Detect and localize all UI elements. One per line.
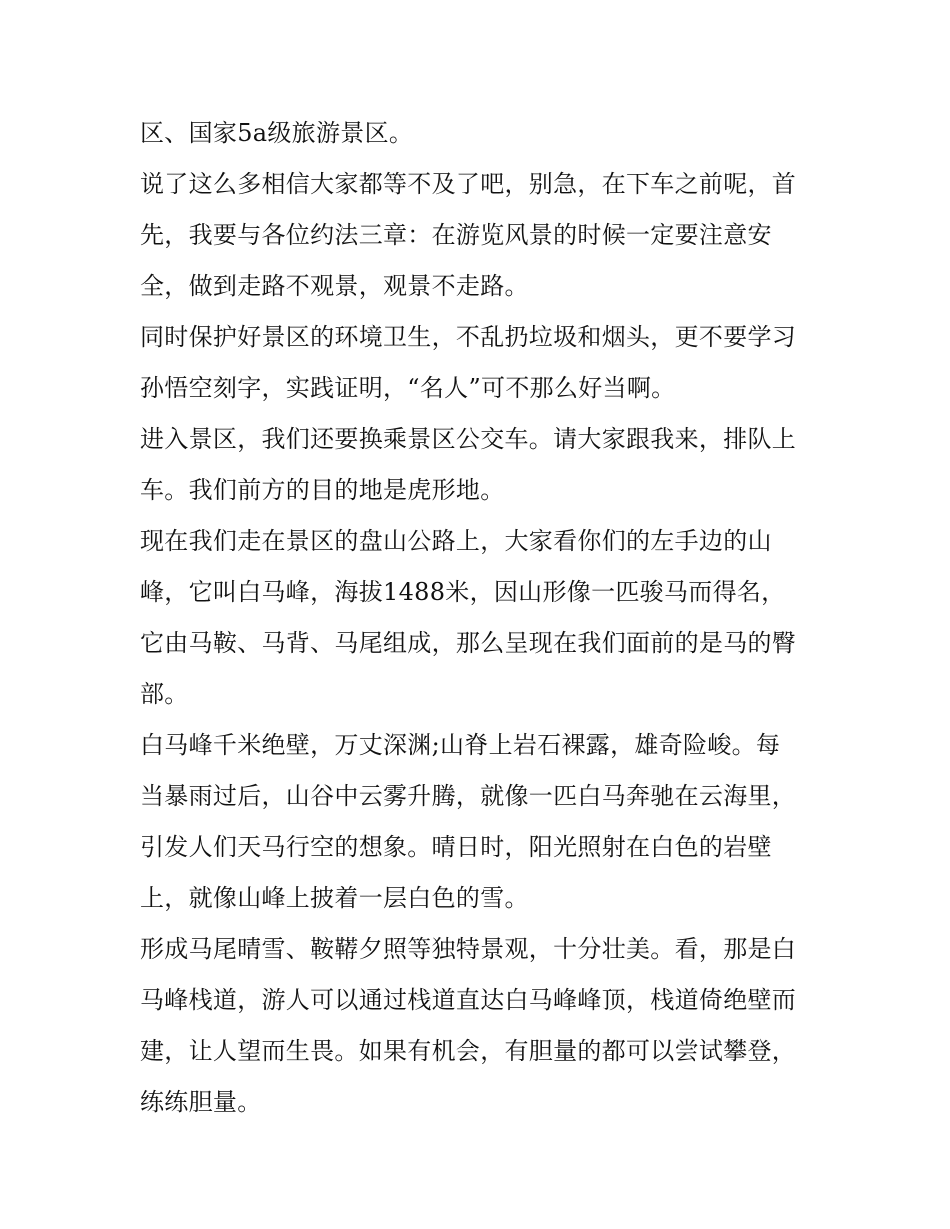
paragraph: 区、国家5a级旅游景区。 bbox=[140, 119, 414, 147]
paragraph: 说了这么多相信大家都等不及了吧，别急，在下车之前呢，首 先，我要与各位约法三章：在游览风景的时候一定要注意安 全，做到走路不观景，观景不走路。 bbox=[140, 170, 797, 300]
paragraph: 同时保护好景区的环境卫生，不乱扔垃圾和烟头，更不要学习 孙悟空刻字，实践证明，“名人”可不那么好当啊。 bbox=[140, 323, 797, 402]
paragraph: 白马峰千米绝壁，万丈深渊;山脊上岩石裸露，雄奇险峻。每 当暴雨过后，山谷中云雾升腾，就像一匹白马奔驰在云海里， 引发人们天马行空的想象。晴日时，阳光照射在白色的岩壁 上，就像山峰上披着一层白色的雪。 bbox=[140, 731, 797, 912]
paragraph: 现在我们走在景区的盘山公路上，大家看你们的左手边的山 峰，它叫白马峰，海拔1488米，因山形像一匹骏马而得名， 它由马鞍、马背、马尾组成，那么呈现在我们面前的是马的臀 部。 bbox=[140, 527, 797, 708]
paragraph: 形成马尾晴雪、鞍鞯夕照等独特景观，十分壮美。看，那是白 马峰栈道，游人可以通过栈道直达白马峰峰顶，栈道倚绝壁而 建，让人望而生畏。如果有机会，有胆量的都可以尝试攀登， 练练胆量。 bbox=[140, 935, 797, 1116]
body-text bbox=[140, 108, 812, 1128]
paragraph: 进入景区，我们还要换乘景区公交车。请大家跟我来，排队上 车。我们前方的目的地是虎形地。 bbox=[140, 425, 797, 504]
